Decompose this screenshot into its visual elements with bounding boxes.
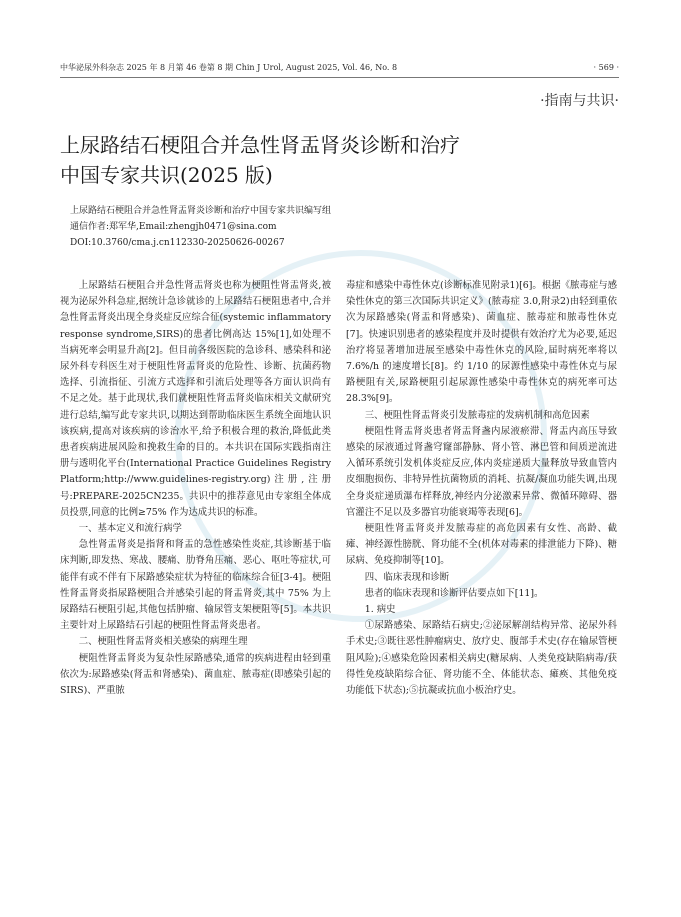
paragraph: 上尿路结石梗阻合并急性肾盂肾炎也称为梗阻性肾盂肾炎,被视为泌尿外科急症,据统计急诊就诊的上尿路结石梗阻患者中,合并急性肾盂肾炎出现全身炎症反应综合征(systemic inflammatory response syndrome,SIRS)的患者比例高达 15%[1],如处理不当病死率会明显升高[2]。但目前各级医院的急诊科、感染科和泌尿外科专科医生对于梗阻性肾盂肾炎的危险性、诊断、抗菌药物选择、引流指征、引流方式选择和引流后处理等各方面认识尚有不足之处。基于此现状,我们就梗阻性肾盂肾炎临床相关文献研究进行总结,编写此专家共识,以期达到帮助临床医生系统全面地认识该疾病,提高对该疾病的诊治水平,给予积极合理的救治,降低此类患者疾病进展风险和挽救生命的目的。本共识在国际实践指南注册与透明化平台(International Practice Guidelines Registry Platform;http://www.guidelines-registry.org)注册,注册号:PREPARE-2025CN235。共识中的推荐意见由专家组全体成员投票,同意的比例≥75% 作为达成共识的标准。 — [60, 280, 331, 518]
author-group: 上尿路结石梗阻合并急性肾盂肾炎诊断和治疗中国专家共识编写组 — [70, 206, 332, 216]
title-line-1: 上尿路结石梗阻合并急性肾盂肾炎诊断和治疗 — [60, 133, 460, 157]
title-line-2: 中国专家共识(2025 版) — [60, 163, 273, 187]
section-heading: 四、临床表现和诊断 — [364, 571, 450, 583]
section-heading: 二、梗阻性肾盂肾炎相关感染的病理生理 — [78, 636, 248, 648]
section-heading: 一、基本定义和流行病学 — [78, 523, 182, 535]
paragraph: 毒症和感染中毒性休克(诊断标准见附录1)[6]。根据《脓毒症与感染性休克的第三次国际共识定义》(脓毒症 3.0,附录2)由轻到重依次为尿路感染(肾盂和肾感染)、菌血症、脓毒症和脓毒性休克[7]。快速识别患者的感染程度并及时提供有效治疗尤为必要,延迟治疗将显著增加进展至感染中毒性休克的风险,届时病死率将以 7.6%/h 的速度增长[8]。约 1/10 的尿源性感染中毒性休克与尿路梗阻有关,尿路梗阻引起尿源性感染中毒性休克的病死率可达 28.3%[9]。 — [346, 280, 617, 405]
left-column — [60, 278, 331, 699]
running-header — [60, 60, 619, 74]
page-number: · 569 · — [593, 62, 619, 72]
paragraph: 患者的临床表现和诊断评估要点如下[11]。 — [364, 587, 544, 599]
right-column — [346, 278, 617, 699]
paragraph: 梗阻性肾盂肾炎患者肾盂肾盏内尿液瘀滞、肾盂内高压导致感染的尿液通过肾盏穹窿部静脉、肾小管、淋巴管和间质逆流进入循环系统引发机体炎症反应,体内炎症递质大量释放导致血管内皮细胞损伤、非特异性抗菌物质的消耗、抗凝/凝血功能失调,出现全身炎症递质瀑布样释放,神经内分泌激素异常、微循环障碍、器官灌注不足以及多器官功能衰竭等表现[6]。 — [346, 425, 617, 518]
corresponding-author: 通信作者:郑军华,Email:zhengjh0471@sina.com — [70, 222, 277, 232]
subsection-heading: 1. 病史 — [364, 604, 396, 616]
paragraph: 梗阻性肾盂肾炎并发脓毒症的高危因素有女性、高龄、截瘫、神经源性膀胱、肾功能不全(机体对毒素的排泄能力下降)、糖尿病、免疫抑制等[10]。 — [346, 523, 617, 567]
paragraph: 梗阻性肾盂肾炎为复杂性尿路感染,通常的疾病进程由轻到重依次为:尿路感染(肾盂和肾感染)、菌血症、脓毒症(即感染引起的SIRS)、严重脓 — [60, 652, 331, 697]
column-label: ·指南与共识· — [540, 93, 619, 109]
doi: DOI:10.3760/cma.j.cn112330-20250626-00267 — [70, 238, 285, 248]
journal-citation: 中华泌尿外科杂志 2025 年 8 月第 46 卷第 8 期 Chin J Urol, August 2025, Vol. 46, No. 8 — [60, 62, 398, 72]
article-title — [60, 130, 620, 190]
header-divider — [60, 77, 619, 78]
article-meta — [70, 203, 630, 251]
paragraph: 急性肾盂肾炎是指肾和肾盂的急性感染性炎症,其诊断基于临床判断,即发热、寒战、腰痛、肋脊角压痛、恶心、呕吐等症状,可能伴有或不伴有下尿路感染症状为特征的临床综合征[3-4]。梗阻性肾盂肾炎指尿路梗阻合并感染引起的肾盂肾炎,其中 75% 为上尿路结石梗阻引起,其他包括肿瘤、输尿管支架梗阻等[5]。本共识主要针对上尿路结石引起的梗阻性肾盂肾炎患者。 — [60, 539, 331, 632]
paragraph: ①尿路感染、尿路结石病史;②泌尿解剖结构异常、泌尿外科手术史;③既往恶性肿瘤病史、放疗史、腹部手术史(存在输尿管梗阻风险);④感染危险因素相关病史(糖尿病、人类免疫缺陷病毒/获得性免疫缺陷综合征、肾功能不全、体能状态、瘫痪、其他免疫功能低下状态);⑤抗凝或抗血小板治疗史。 — [346, 620, 617, 697]
section-heading: 三、梗阻性肾盂肾炎引发脓毒症的发病机制和高危因素 — [364, 409, 590, 421]
